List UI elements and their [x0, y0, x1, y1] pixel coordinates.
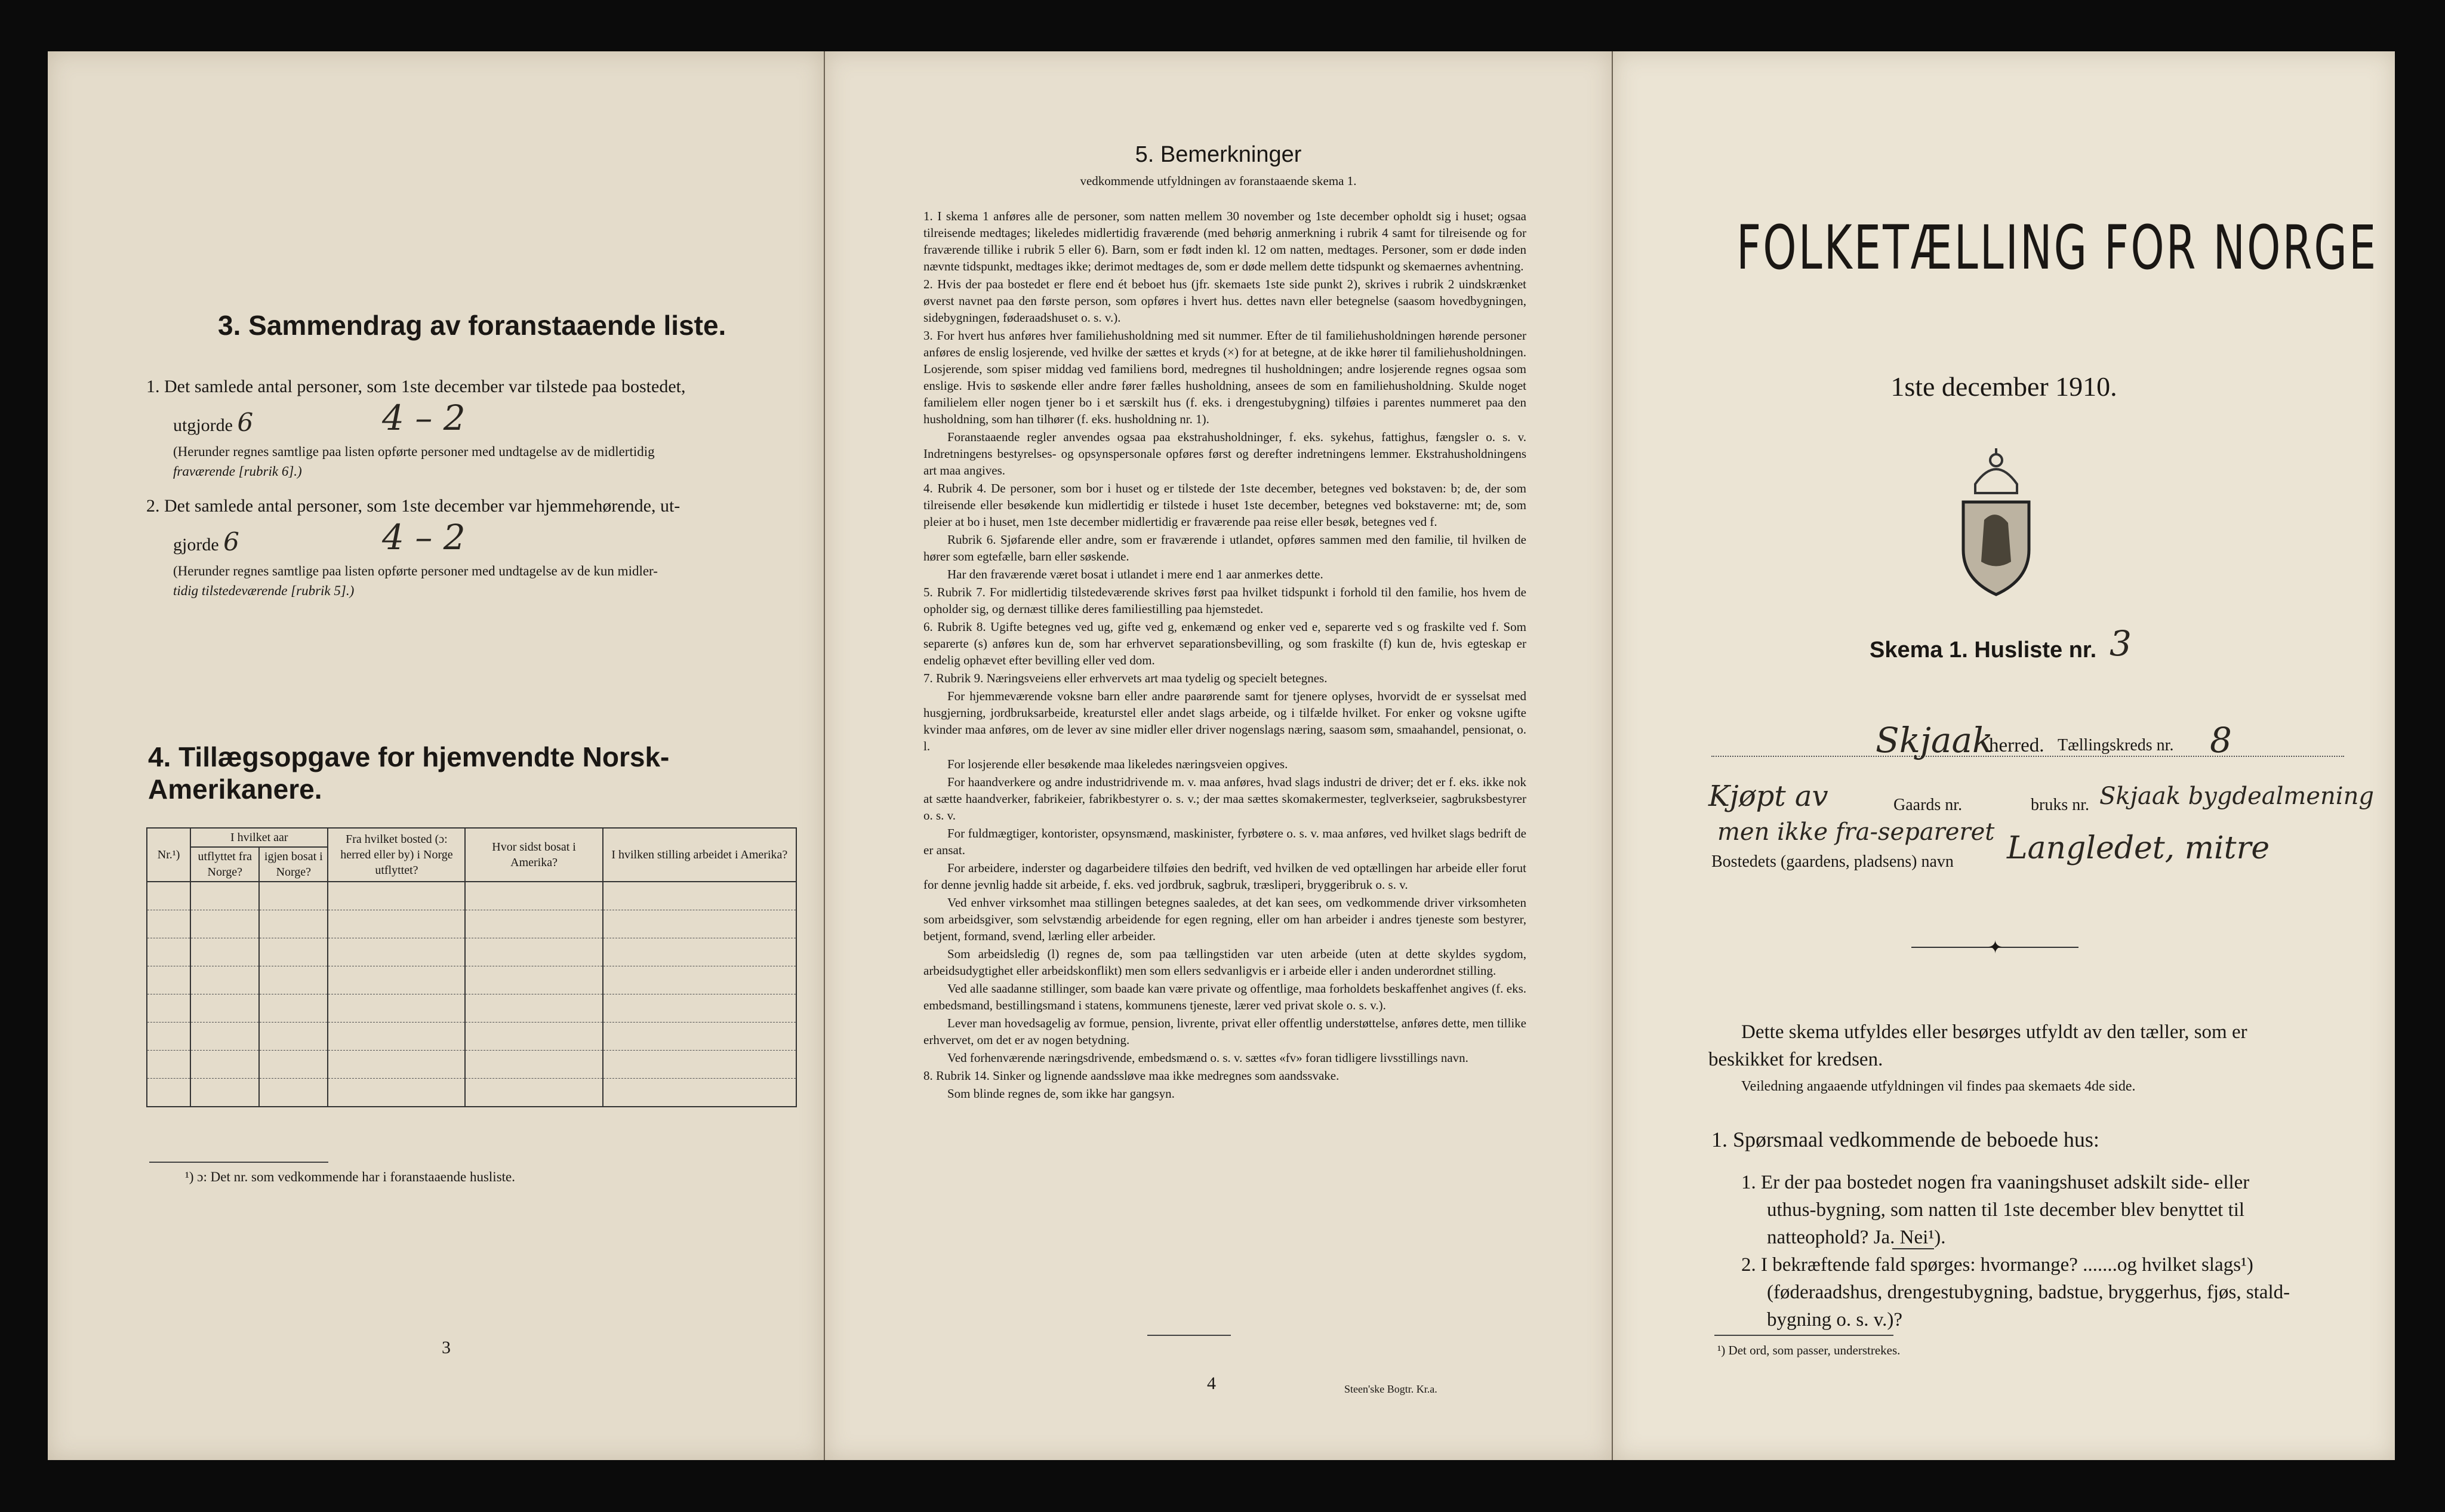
nei-underline	[1892, 1248, 1934, 1249]
item2-handwritten: 4 – 2	[382, 517, 466, 558]
remark-paragraph: 2. Hvis der paa bostedet er flere end ét beboet hus (jfr. skemaets 1ste side punkt 2), skrives i rubrik 2 uindskrænket øverst navnet paa den første person, som opføres i hvert hus. dettes navn eller betegnelse (saasom hovedbygningen, sidebygningen, føderaadshuset o. s. v.).	[923, 277, 1526, 325]
left-footnote: ¹) ɔ: Det nr. som vedkommende har i foranstaaende husliste.	[185, 1169, 515, 1184]
remark-paragraph: Foranstaaende regler anvendes ogsaa paa ekstrahusholdninger, f. eks. sykehus, fattighus, fængsler o. s. v. Indretningens bestyrelses- og opsynspersonale opføres først og derefter indretningens lemmer. Ekstrahusholdningens art maa angives.	[923, 430, 1526, 478]
bruks-label: bruks nr.	[2031, 796, 2089, 814]
ornament-icon: ✦	[1988, 938, 2003, 957]
remark-paragraph: For arbeidere, inderster og dagarbeidere tilføies den bedrift, ved hvilken de ved optællingen har arbeide eller forut for denne jevnlig hadde sit arbeide, f. eks. ved jordbruk, sagbruk, træsliperi, bryggeribruk o. s. v.	[923, 861, 1526, 892]
skema-label: Skema 1. Husliste nr.	[1870, 638, 2097, 663]
gaard-handwritten: Kjøpt av	[1708, 780, 1828, 813]
remarks-title: 5. Bemerkninger	[1135, 142, 1302, 167]
middle-page	[825, 51, 1612, 1460]
item1-note1: (Herunder regnes samtlige paa listen opførte personer med undtagelse av de midlertidig	[173, 444, 655, 459]
remark-paragraph: For losjerende eller besøkende maa likeledes næringsveien opgives.	[947, 757, 1288, 771]
veiledning-note: Veiledning angaaende utfyldningen vil findes paa skemaets 4de side.	[1741, 1079, 2136, 1094]
herred-handwritten: Skjaak	[1876, 720, 1994, 760]
q2-line-1: 2. I bekræftende fald spørges: hvormange? .......og hvilket slags¹)	[1741, 1254, 2253, 1276]
left-page	[48, 51, 824, 1460]
remark-paragraph: Lever man hovedsagelig av formue, pension, livrente, privat eller offentlig understøttelse, anføres dette, men tillike erhvervet, om det er av nogen betydning.	[923, 1016, 1526, 1047]
remark-paragraph: For haandverkere og andre industridrivende m. v. maa anføres, hvad slags industri de driver; det er f. eks. ikke nok at sætte haandverker, fabrikeier, fabrikbestyrer o. s. v.; der maa sættes skomakermester, teglverkseier, sagbruksbestyrer o. s. v.	[923, 775, 1526, 823]
husliste-nr: 3	[2110, 623, 2132, 664]
right-page	[1613, 51, 2395, 1460]
q2-line-2: (føderaadshus, drengestubygning, badstue, bryggerhus, fjøs, stald-	[1767, 1282, 2290, 1303]
census-date: 1ste december 1910.	[1890, 371, 2117, 402]
q1-line-1: 1. Er der paa bostedet nogen fra vaaningshuset adskilt side- eller	[1741, 1172, 2250, 1193]
col-utflyttet: utflyttet fra Norge?	[190, 847, 259, 882]
item2-note2: tidig tilstedeværende [rubrik 5].)	[173, 583, 355, 598]
gaard-handwritten-2: men ikke fra-separeret	[1717, 818, 1995, 846]
middle-page-number: 4	[1207, 1374, 1216, 1393]
q1-line-3: natteophold? Ja. Nei¹).	[1767, 1227, 1946, 1248]
q2-line-3: bygning o. s. v.)?	[1767, 1309, 1903, 1331]
intro-line-1: Dette skema utfyldes eller besørges utfyldt av den tæller, som er	[1741, 1021, 2247, 1043]
right-footnote-rule	[1714, 1335, 1893, 1336]
remark-paragraph: Som blinde regnes de, som ikke har gangsyn.	[947, 1086, 1175, 1101]
remark-paragraph: 6. Rubrik 8. Ugifte betegnes ved ug, gifte ved g, enkemænd og enker ved e, separerte ved s og fraskilte ved f. Som separerte (s) anføres kun de, som har erhvervet separationsbevilling, og som fraskilte (f) kun de, hvis egteskap er endelig ophævet efter bevilling eller ved dom.	[923, 620, 1526, 667]
remark-paragraph: 8. Rubrik 14. Sinker og lignende aandssløve maa ikke medregnes som aandssvake.	[923, 1068, 1339, 1083]
table-row	[147, 938, 796, 966]
norsk-amerikanere-table	[146, 827, 797, 1107]
footnote-rule	[149, 1162, 328, 1163]
remarks-subtitle: vedkommende utfyldningen av foranstaaende skema 1.	[1080, 174, 1357, 188]
gaard-label: Gaards nr.	[1893, 796, 1963, 814]
item2-text: 2. Det samlede antal personer, som 1ste december var hjemmehørende, ut-	[146, 496, 680, 516]
item2-utgjorde-label: gjorde	[173, 535, 219, 555]
col-stilling: I hvilken stilling arbeidet i Amerika?	[603, 828, 796, 882]
item2-note1: (Herunder regnes samtlige paa listen opførte personer med undtagelse av de kun midler-	[173, 563, 658, 578]
table-row	[147, 910, 796, 938]
item1-handwritten: 4 – 2	[382, 398, 466, 438]
coat-of-arms-icon	[1951, 442, 2041, 598]
remark-paragraph: 7. Rubrik 9. Næringsveiens eller erhvervets art maa tydelig og specielt betegnes.	[923, 671, 1328, 685]
remark-paragraph: 5. Rubrik 7. For midlertidig tilstedeværende skrives først paa hvilket tidspunkt i forhold til den familie, hos hvem de opholder sig, og dernæst tillike deres familiestilling paa hjemstedet.	[923, 585, 1526, 616]
col-hvor: Hvor sidst bosat i Amerika?	[465, 828, 602, 882]
section4-title: 4. Tillægsopgave for hjemvendte Norsk-Amerikanere.	[148, 741, 670, 805]
remark-paragraph: Som arbeidsledig (l) regnes de, som paa tællingstiden var uten arbeide (uten at dette skyldes sygdom, arbeidsudygtighet eller arbeidskonflikt) men som ellers sedvanligvis er i arbeide eller i anden underordnet stilling.	[923, 947, 1526, 978]
table-row	[147, 1051, 796, 1079]
bruks-handwritten: Skjaak bygdealmening	[2099, 783, 2374, 810]
kreds-nr: 8	[2210, 720, 2232, 760]
item1-text: 1. Det samlede antal personer, som 1ste december var tilstede paa bostedet,	[146, 377, 686, 396]
kreds-label: Tællingskreds nr.	[2058, 736, 2174, 755]
remarks-end-rule	[1147, 1335, 1231, 1336]
remark-paragraph: Rubrik 6. Sjøfarende eller andre, som er fraværende i utlandet, opføres sammen med den familie, til hvilken de hører som egtefælle, barn eller søskende.	[923, 532, 1526, 563]
col-fra: Fra hvilket bosted (ɔ: herred eller by) i Norge utflyttet?	[328, 828, 465, 882]
remark-paragraph: Ved forhenværende næringsdrivende, embedsmænd o. s. v. sættes «fv» foran tidligere livsstillings navn.	[947, 1051, 1468, 1065]
intro-line-2: beskikket for kredsen.	[1708, 1049, 1883, 1070]
q1-line-2: uthus-bygning, som natten til 1ste december blev benyttet til	[1767, 1199, 2245, 1221]
table-row	[147, 1079, 796, 1107]
bosted-handwritten: Langledet, mitre	[2007, 830, 2270, 866]
remark-paragraph: For fuldmægtiger, kontorister, opsynsmænd, maskinister, fyrbøtere o. s. v. maa anføres, ved hvilket slags bedrift de er ansat.	[923, 826, 1526, 857]
remark-paragraph: For hjemmeværende voksne barn eller andre paarørende samt for tjenere oplyses, hvorvidt de er sysselsat med husgjerning, jordbruksarbeide, kreaturstel eller andet slags arbeide, og i tilfælde hvilket. For enker og voksne ugifte kvinder maa anføres, om de lever av sine midler eller driver nogenslags næring, saasom søm, smaahandel, pensionat, o. l.	[923, 689, 1526, 753]
table-row	[147, 1023, 796, 1051]
remarks-body	[923, 208, 1526, 1103]
item1-utgjorde-label: utgjorde	[173, 415, 233, 435]
item2-value: 6	[223, 527, 239, 556]
questions-heading: 1. Spørsmaal vedkommende de beboede hus:	[1711, 1128, 2099, 1151]
item2-utgjorde	[173, 529, 239, 558]
bosted-label: Bostedets (gaardens, pladsens) navn	[1711, 852, 1954, 871]
col-igjen: igjen bosat i Norge?	[259, 847, 328, 882]
remark-paragraph: 4. Rubrik 4. De personer, som bor i huset og er tilstede der 1ste december, betegnes ved bokstaven: b; de, der som tilreisende eller besøkende kun midlertidig er tilstede i huset 1ste december, betegnes ved bokstaverne: mt; de, som pleier at bo i huset, men 1ste december midlertidig er fraværende paa reise eller besøk, betegnes ved f.	[923, 481, 1526, 529]
item1-utgjorde	[173, 409, 253, 439]
remark-paragraph: Har den fraværende været bosat i utlandet i mere end 1 aar anmerkes dette.	[947, 567, 1323, 581]
table-row	[147, 994, 796, 1023]
item1-note2: fraværende [rubrik 6].)	[173, 464, 302, 479]
remark-paragraph: Ved enhver virksomhet maa stillingen betegnes saaledes, at det kan sees, om vedkommende driver virksomheten som arbeidsgiver, som selvstændig arbeidende for egen regning, eller om han arbeider i andres tjeneste som bestyrer, betjent, formand, svend, lærling eller arbeider.	[923, 895, 1526, 943]
left-page-number: 3	[442, 1338, 451, 1357]
remark-paragraph: 1. I skema 1 anføres alle de personer, som natten mellem 30 november og 1ste december opholdt sig i huset; ogsaa tilreisende medtages; likeledes midlertidig fraværende (med behørig anmerkning i rubrik 4 samt for tilreisende og for fraværende tillike i rubrik 5 eller 6). Barn, som er født inden kl. 12 om natten, medtages. Personer, som er døde inden nævnte tidspunkt, medtages ikke; derimot medtages de, som er døde mellem dette tidspunkt og skemaernes avhentning.	[923, 209, 1526, 273]
right-footnote: ¹) Det ord, som passer, understrekes.	[1717, 1343, 1901, 1357]
table-row	[147, 882, 796, 910]
item1-value: 6	[237, 408, 254, 437]
col-nr: Nr.¹)	[147, 828, 190, 882]
printer-mark: Steen'ske Bogtr. Kr.a.	[1344, 1383, 1437, 1395]
remark-paragraph: 3. For hvert hus anføres hver familiehusholdning med sit nummer. Efter de til familiehusholdningen hørende personer anføres de enslig losjerende, ved hvilke der sættes et kryds (×) for at betegne, at de ikke hører til familiehusholdningen. Losjerende, som spiser middag ved familiens bord, medregnes til husholdningen; andre losjerende regnes ogsaa som enslige. Hvis to søskende eller andre fører fælles husholdning, ansees de som en familiehusholdning. Skulde noget familielem eller nogen tjener bo i et særskilt hus (f. eks. i drengestubygning) tilføies i parentes nummeret paa den husholdning, som han tilhører (f. eks. husholdning nr. 1).	[923, 328, 1526, 426]
herred-label: herred.	[1989, 735, 2044, 756]
table-row	[147, 966, 796, 994]
remark-paragraph: Ved alle saadanne stillinger, som baade kan være private og offentlige, maa forholdets beskaffenhet angives (f. eks. embedsmand, bestillingsmand i statens, kommunens tjeneste, lærer ved privat skole o. s. v.).	[923, 981, 1526, 1012]
section3-title: 3. Sammendrag av foranstaaende liste.	[218, 310, 726, 341]
census-title: FOLKETÆLLING FOR NORGE	[1736, 213, 2378, 284]
col-year-group: I hvilket aar	[190, 828, 328, 847]
